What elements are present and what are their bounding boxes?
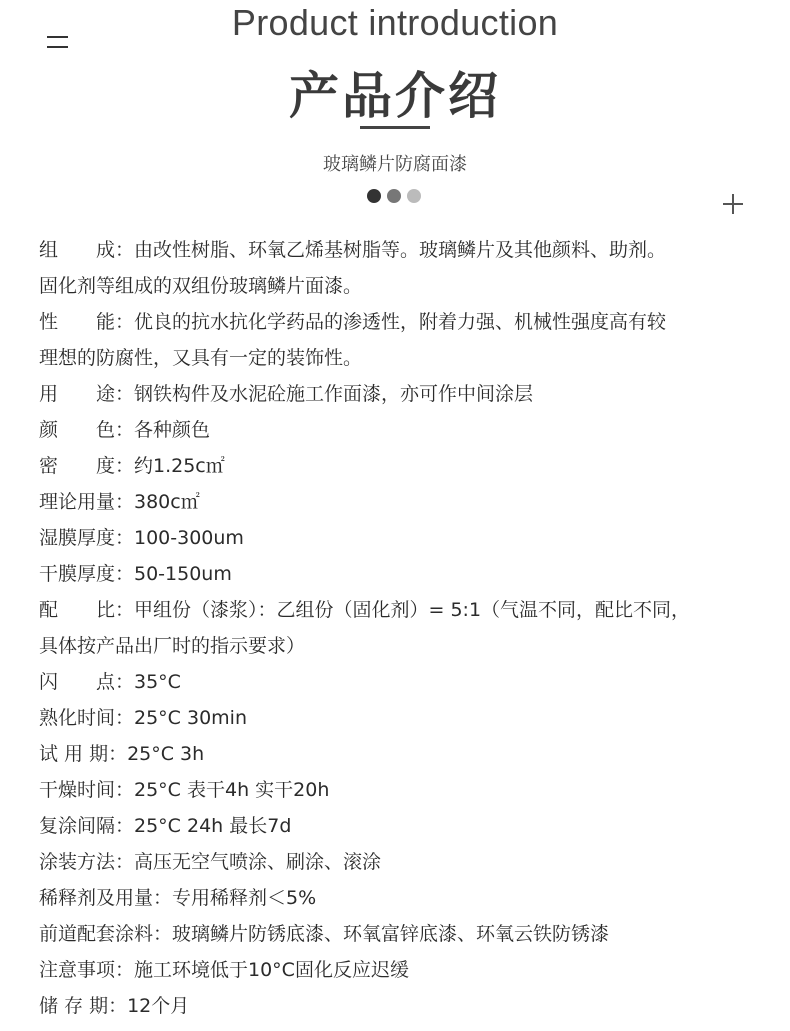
spec-line: 用 途：钢铁构件及水泥砼施工作面漆，亦可作中间涂层 (39, 383, 534, 405)
spec-line: 具体按产品出厂时的指示要求） (39, 635, 306, 657)
spec-line: 配 比：甲组份（漆浆）：乙组份（固化剂）= 5:1（气温不同，配比不同， (39, 599, 691, 621)
spec-line: 试 用 期：25°C 3h (39, 743, 205, 765)
spec-line: 储 存 期：12个月 (39, 995, 190, 1017)
carousel-dot-3[interactable] (407, 189, 421, 203)
spec-line: 理想的防腐性，又具有一定的装饰性。 (39, 347, 363, 369)
spec-line: 注意事项：施工环境低于10°C固化反应迟缓 (39, 959, 409, 981)
spec-line: 组 成：由改性树脂、环氧乙烯基树脂等。玻璃鳞片及其他颜料、助剂。 (39, 239, 667, 261)
spec-line: 前道配套涂料：玻璃鳞片防锈底漆、环氧富锌底漆、环氧云铁防锈漆 (39, 923, 610, 945)
page-title-chinese: 产品介绍 (289, 67, 501, 125)
spec-list (39, 232, 774, 1024)
carousel-dot-1[interactable] (367, 189, 381, 203)
spec-line: 固化剂等组成的双组份玻璃鳞片面漆。 (39, 275, 363, 297)
spec-line: 稀释剂及用量：专用稀释剂＜5% (39, 887, 317, 909)
spec-line: 颜 色：各种颜色 (39, 419, 211, 441)
menu-icon-bar (47, 46, 68, 48)
spec-line: 干燥时间：25°C 表干4h 实干20h (39, 779, 330, 801)
spec-line: 湿膜厚度：100-300um (39, 527, 244, 549)
plus-icon-vertical (732, 194, 734, 214)
title-divider (360, 126, 430, 129)
spec-line: 闪 点：35°C (39, 671, 181, 693)
spec-line: 性 能：优良的抗水抗化学药品的渗透性，附着力强、机械性强度高有较 (39, 311, 667, 333)
carousel-dot-2[interactable] (387, 189, 401, 203)
carousel-indicator (367, 189, 421, 203)
plus-icon[interactable] (723, 194, 743, 214)
spec-line: 熟化时间：25°C 30min (39, 707, 247, 729)
spec-line: 复涂间隔：25°C 24h 最长7d (39, 815, 292, 837)
page-title-english: Product introduction (231, 2, 559, 43)
spec-line: 理论用量：380c㎡ (39, 491, 200, 513)
spec-line: 干膜厚度：50-150um (39, 563, 232, 585)
spec-line: 密 度：约1.25c㎡ (39, 455, 225, 477)
product-name: 玻璃鳞片防腐面漆 (323, 154, 467, 175)
spec-line: 涂装方法：高压无空气喷涂、刷涂、滚涂 (39, 851, 382, 873)
